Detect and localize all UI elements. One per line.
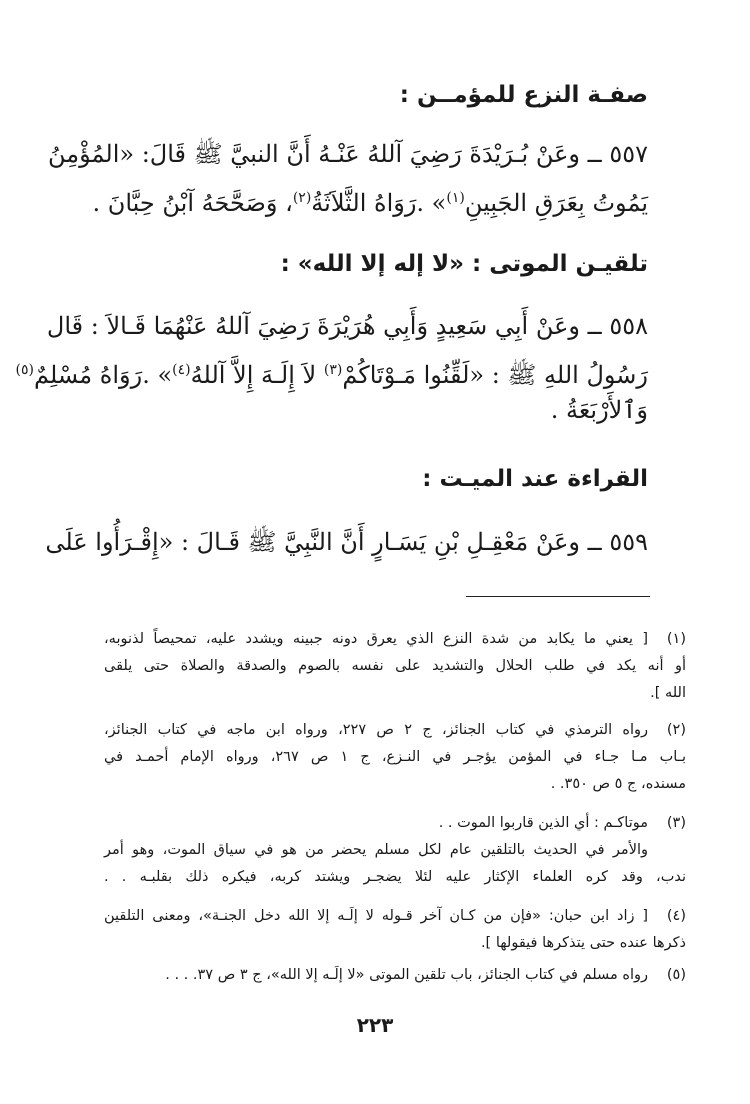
hadith-558-line-1: ٥٥٨ ــ وعَنْ أَبِي سَعِيدٍ وَأَبِي هُرَيْرَةَ رَضِيَ آللهُ عَنْهُمَا قَـالاَ : قَال xyxy=(46,312,648,340)
footnote-ref-5: (٥) xyxy=(15,362,34,378)
footnote-1 xyxy=(104,626,686,707)
footnote-number: (٢) xyxy=(666,722,686,738)
footnote-separator xyxy=(466,596,650,597)
footnote-line: [ زاد ابن حبان: «فإن من كـان آخر قـوله لا إلَـه إلا الله دخل الجنـة»، ومعنى التلقين xyxy=(104,908,648,924)
footnote-2 xyxy=(104,717,686,798)
footnote-number: (٥) xyxy=(666,967,686,983)
section-heading-talqin: تلقيـن الموتى : «لا إله إلا الله» : xyxy=(280,251,648,277)
hadith-557-text-a: يَمُوتُ بِعَرَقِ الجَبِينِ xyxy=(464,189,648,217)
footnote-ref-2: (٢) xyxy=(292,190,312,206)
hadith-557-text-b: » .رَوَاهُ الثَّلاَثَةُ xyxy=(311,189,447,217)
footnote-number: (١) xyxy=(666,631,686,647)
hadith-558-text-c: » .رَوَاهُ مُسْلِمٌ xyxy=(33,361,173,389)
footnote-line: الله ]. xyxy=(650,685,686,701)
footnote-line: [ يعني ما يكابد من شدة النزع الذي يعرق دونه جبينه ويشدد عليه، تمحيصاً لذنوبه، xyxy=(104,631,648,647)
footnote-line: بـاب مـا جـاء في المؤمن يؤجـر في النـزع، ج ١ ص ٢٦٧، ورواه الإمام أحمـد في xyxy=(104,749,686,765)
footnote-3 xyxy=(104,810,686,891)
footnote-line: رواه مسلم في كتاب الجنائز، باب تلقين الموتى «لا إلَـه إلا الله»، ج ٣ ص ٣٧. . . . xyxy=(165,967,648,983)
footnote-ref-3: (٣) xyxy=(323,362,343,378)
footnote-line: موتاكـم : أي الذين قاربوا الموت . . xyxy=(438,815,648,831)
footnote-line: أو أنه يكد في طلب الحلال والتشديد على نفسه بالصوم والصدقة والصلاة حتى يلقى xyxy=(104,658,686,674)
hadith-559-line-1: ٥٥٩ ــ وعَنْ مَعْقِـلِ بْنِ يَسَـارٍ أَنَّ النَّبِيَّ ﷺ قَـالَ : «إِقْـرَأُوا عَلَى xyxy=(45,528,648,556)
footnote-ref-4: (٤) xyxy=(172,362,191,378)
footnote-line: ندب، وقد كره العلماء الإكثار عليه لئلا يضجـر ويشتد كربه، فيكره ذلك بقلبـه . . xyxy=(104,869,686,885)
page-number: ٢٢٣ xyxy=(356,1013,394,1037)
section-heading-death-throes: صفـة النزع للمؤمــن : xyxy=(399,82,648,108)
hadith-558-line-2 xyxy=(15,350,648,395)
footnote-number: (٣) xyxy=(666,815,686,831)
footnote-5 xyxy=(104,962,686,989)
footnote-ref-1: (١) xyxy=(446,190,465,206)
footnote-line: ذكرها عنده حتى يتذكرها فيقولها ]. xyxy=(480,935,686,951)
section-heading-recitation: القراءة عند الميـت : xyxy=(422,466,648,492)
footnote-number: (٤) xyxy=(666,908,686,924)
hadith-557-line-1: ٥٥٧ ــ وعَنْ بُـرَيْدَةَ رَضِيَ آللهُ عَنْـهُ أَنَّ النبيَّ ﷺ قَالَ: «المُؤْمِنُ xyxy=(48,140,648,168)
hadith-557-text-c: ، وَصَحَّحَهُ آبْنُ حِبَّانَ . xyxy=(92,189,293,217)
footnote-line: والأمر في الحديث بالتلقين عام لكل مسلم يحضر من هو في سياق الموت، وهو أمر xyxy=(104,842,648,858)
footnote-4 xyxy=(104,903,686,957)
footnote-line: رواه الترمذي في كتاب الجنائز، ج ٢ ص ٢٢٧، ورواه ابن ماجه في كتاب الجنائز، xyxy=(104,722,649,738)
hadith-557-line-2 xyxy=(92,178,648,223)
hadith-558-line-3: وَٱلأَرْبَعَةُ . xyxy=(550,396,648,424)
footnote-line: مسنده، ج ٥ ص ٣٥٠. . xyxy=(550,776,686,792)
hadith-558-text-b: لاَ إِلَـهَ إِلاَّ آللهُ xyxy=(190,361,324,389)
hadith-558-text-a: رَسُولُ اللهِ ﷺ : «لَقِّنُوا مَـوْتَاكُمْ xyxy=(342,361,648,389)
